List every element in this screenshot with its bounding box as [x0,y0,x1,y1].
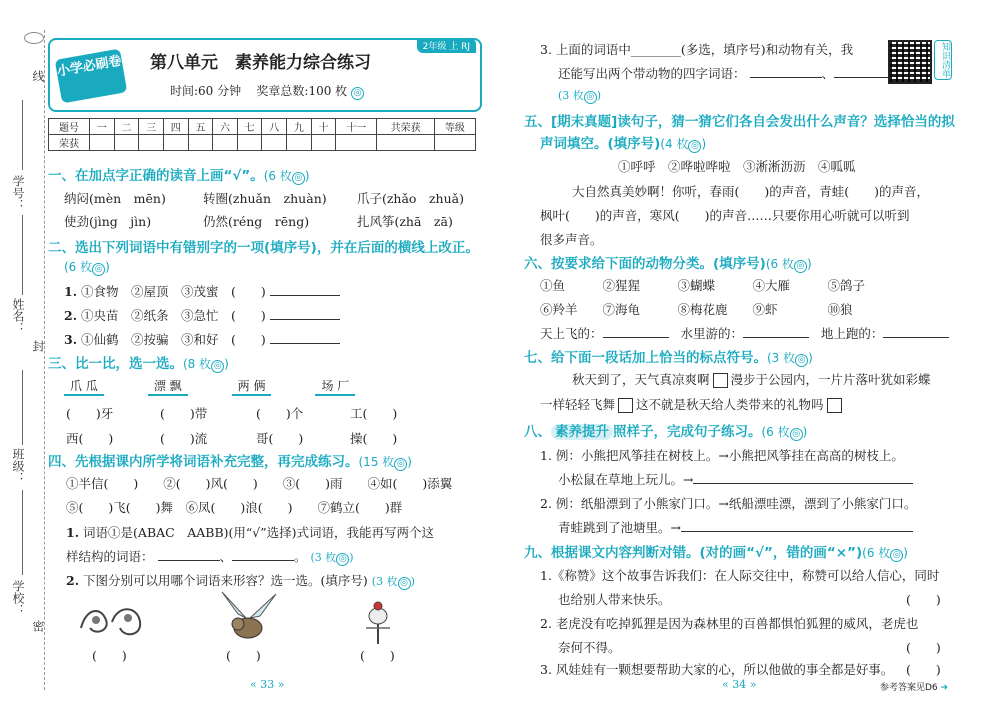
q9-answer-1[interactable]: ( ) [906,592,941,607]
q4-sub-points: (3 枚 [371,575,398,588]
q3-char-pair: 爪 瓜 [64,377,104,396]
q4-sub-1-cont: 样结构的词语： 、 。 (3 枚 ◎ ) [66,549,354,564]
q1-row-2 [64,212,474,230]
name-blank [22,215,23,295]
medal-icon: ◎ [890,549,903,562]
binding-line-label: 线 [31,70,45,82]
score-input-cell[interactable] [139,135,164,151]
idiom-blank[interactable] [750,65,822,78]
q4-word-blank[interactable] [232,548,294,561]
illustration-answer-1[interactable]: ( ) [92,648,127,663]
q5-points: (4 枚 [660,137,689,151]
dragon-phoenix-illustration [76,598,146,646]
q3-blank[interactable]: 哥( ) [256,431,304,446]
score-table-cell: 三 [139,119,164,135]
q1-row-1 [64,189,474,207]
page-number-left: « 33 » [250,678,285,691]
answer-reference-text: 参考答案见D6 [880,683,938,693]
q4-sub-number: 1. [66,525,80,540]
q3-blank[interactable]: 工( ) [350,406,398,421]
q7-line-1 [572,370,931,388]
score-input-cell[interactable] [311,135,336,151]
q2-item-2 [64,306,340,324]
cut-label: 密 [31,620,45,632]
q6-sky-blank[interactable] [603,325,669,338]
q4-heading: 四、先根据课内所学将词语补充完整，再完成练习。(15 枚 ◎ ) [48,454,412,470]
arrow-icon: ➜ [940,683,949,693]
binding-dashed-line [44,30,45,690]
score-table-cell: 共荣获 [377,119,434,135]
score-table-cell: 十 [311,119,336,135]
score-table-cell: 二 [114,119,139,135]
q5-heading-line2: 声词填空。(填序号)(4 枚 ◎ ) [540,136,707,152]
q6-water-blank[interactable] [743,325,809,338]
q3-row-1 [66,404,397,422]
q3-blank[interactable]: 操( ) [350,431,398,446]
q9-answer-2[interactable]: ( ) [906,640,941,655]
q2-heading: 二、选出下列词语中有错别字的一项(填序号)，并在后面的横线上改正。 [48,240,479,256]
q2-item-text: ①食物 ②屋顶 ③茂蜜 ( ) [81,284,266,299]
q1-item[interactable]: 纳闷(mèn mēn) [64,191,166,206]
q1-item[interactable]: 仍然(réng rēng) [202,214,310,229]
medal-icon: ◎ [336,553,349,566]
page-number-left-value: 33 [260,678,275,691]
q5-para-3: 很多声音。 [540,232,603,247]
medal-icon: ◎ [794,260,807,273]
q3-blank[interactable]: 西( ) [66,431,114,446]
score-table-cell: 九 [287,119,312,135]
q9-item-3: 3. 风娃娃有一颗想要帮助大家的心，所以他做的事全都是好事。 [540,662,894,677]
q4-sub-3-points: (3 枚 ◎ ) [558,89,602,102]
q7-points: (3 枚 [767,351,796,365]
q6-points: (6 枚 [765,257,794,271]
school-blank [22,490,23,575]
q5-heading: 五、[期末真题]读句子，猜一猜它们各自会发出什么声音？选择恰当的拟 [524,114,955,130]
q3-blank[interactable]: ( )个 [256,406,304,421]
q5-para-2[interactable]: 枫叶( )的声音，寒风( )的声音……只要你用心听就可以听到 [540,208,910,223]
q3-row-2 [66,429,397,447]
score-input-cell[interactable] [188,135,213,151]
q7-text: 秋天到了，天气真凉爽啊 [572,372,710,387]
q4-row-1[interactable]: ①半信( ) ②( )风( ) ③( )雨 ④如( )添翼 [66,476,453,491]
q3-blank[interactable]: ( )流 [160,431,208,446]
winged-tiger-illustration [216,590,280,646]
q9-item-2: 2. 老虎没有吃掉狐狸是因为森林里的百兽都惧怕狐狸的威风，老虎也 [540,616,919,631]
q1-heading: 一、在加点字正确的读音上画“√”。(6 枚 ◎ ) [48,168,310,184]
q4-heading-text: 四、先根据课内所学将词语补充完整，再完成练习。 [48,454,359,470]
q3-points: (8 枚 [183,357,212,371]
q6-water-label: 水里游的： [680,326,743,341]
q7-heading: 七、给下面一段话加上恰当的标点符号。(3 枚 ◎ ) [524,350,813,366]
medal-icon: ◎ [394,458,407,471]
qr-code-icon[interactable] [888,40,932,84]
score-input-cell[interactable] [377,135,434,151]
score-input-cell[interactable] [434,135,475,151]
q8-heading: 八、 素养提升 照样子，完成句子练习。(6 枚 ◎ ) [524,424,808,440]
q3-char-pair: 场 厂 [315,377,355,396]
q8-task-2 [558,518,913,536]
q1-heading-text: 一、在加点字正确的读音上画“√”。 [48,168,264,184]
q9-answer-3[interactable]: ( ) [906,662,941,677]
student-id-label: 学号： [11,175,25,211]
q5-heading-text: 声词填空。(填序号) [540,136,661,152]
medal-icon: ◎ [790,428,803,441]
page-title: 第八单元 素养能力综合练习 [150,53,371,73]
score-table [48,118,476,151]
q3-heading-text: 三、比一比，选一选。 [48,356,183,372]
q2-answer-blank[interactable] [270,331,340,344]
q4-sub3-text: 3. 上面的词语中________(多选，填序号)和动物有关，我 [540,42,854,57]
q4-sub-3 [540,40,853,58]
q8-example-1: 1. 例：小熊把风筝挂在树枝上。→小熊把风筝挂在高高的树枝上。 [540,448,904,463]
score-table-cell: 十一 [336,119,377,135]
q9-points: (6 枚 [862,546,891,560]
score-table-medal-row [49,135,476,151]
q2-item-number: 2. [64,308,78,323]
score-table-cell: 等级 [434,119,475,135]
medal-total: 奖章总数:100 枚 [256,84,348,98]
q6-land-label: 地上跑的： [820,326,884,341]
score-table-cell: 六 [213,119,238,135]
medal-icon: ◎ [398,577,411,590]
q1-item[interactable]: 使劲(jìng jìn) [64,214,152,229]
q5-options: ①呼呼 ②哗啦哗啦 ③淅淅沥沥 ④呱呱 [618,159,856,174]
score-input-cell[interactable] [336,135,377,151]
q7-line-2 [540,395,845,413]
score-input-cell[interactable] [213,135,238,151]
q8-heading-text: 照样子，完成句子练习。 [613,424,762,440]
punctuation-box[interactable] [618,398,633,413]
q8-points: (6 枚 [761,425,790,439]
q4-sub-3-cont: 还能写出两个带动物的四字词语： 、 [558,64,919,82]
score-input-cell[interactable] [114,135,139,151]
q2-item-3 [64,330,340,348]
q6-row-2: ⑥羚羊 ⑦海龟 ⑧梅花鹿 ⑨虾 ⑩狼 [540,302,853,317]
medal-icon: ◎ [92,263,105,276]
q3-blank[interactable]: ( )带 [160,406,208,421]
score-table-cell: 题号 [49,119,90,135]
score-input-cell[interactable] [163,135,188,151]
punctuation-box[interactable] [713,373,728,388]
q6-row-1: ①鱼 ②猩猩 ③蝴蝶 ④大雁 ⑤鸽子 [540,278,866,293]
score-table-cell: 一 [90,119,115,135]
q6-answer-row [540,324,949,342]
q6-land-blank[interactable] [883,325,949,338]
q4-sub3-text: 还能写出两个带动物的四字词语： [558,66,746,81]
score-table-cell: 五 [188,119,213,135]
q3-tags [64,377,377,396]
q8-number: 八、 [524,424,551,440]
medal-icon: ◎ [688,140,701,153]
q3-char-pair: 漂 飘 [148,377,188,396]
q3-blank[interactable]: ( )牙 [66,406,114,421]
brand-logo: 小学必刷卷 [55,49,128,104]
q4-sub-1 [66,523,434,541]
score-table-cell: 四 [163,119,188,135]
q2-points: (6 枚 [64,260,93,274]
q1-points: (6 枚 [263,169,292,183]
q7-text: 一样轻轻飞舞 [540,397,616,412]
q2-item-text: ①央苗 ②纸条 ③急忙 ( ) [81,308,266,323]
score-input-cell[interactable] [237,135,262,151]
score-input-cell[interactable] [90,135,115,151]
q9-heading: 九、根据课文内容判断对错。(对的画“√”，错的画“×”)(6 枚 ◎ ) [524,545,908,561]
q2-item-number: 1. [64,284,78,299]
page-number-right: « 34 » [722,678,757,691]
time-limit: 时间:60 分钟 [170,84,242,98]
q2-item-1 [64,282,340,300]
q4-sub3-points: (3 枚 [558,89,584,102]
name-label: 姓名： [11,298,25,334]
score-table-header-row [49,119,476,135]
q9-item-1: 1.《称赞》这个故事告诉我们：在人际交往中，称赞可以给人信心，同时 [540,568,940,583]
illustration-answer-3[interactable]: ( ) [360,648,395,663]
binding-decoration-icon [24,32,44,44]
score-input-cell[interactable] [262,135,287,151]
q4-sub-text: 词语①是(ABAC AABB)(用“√”选择)式词语，我能再写两个这 [83,525,435,540]
q4-row-2[interactable]: ⑤( )飞( )舞 ⑥凤( )浪( ) ⑦鹤立( )群 [66,500,403,515]
grade-tag: 2年级 上 RJ [417,38,476,53]
q2-item-number: 3. [64,332,78,347]
q2-answer-blank[interactable] [270,283,340,296]
q8-task-text: 青蛙跳到了池塘里。→ [558,520,681,535]
q3-char-pair: 两 俩 [232,377,272,396]
answer-reference [880,680,948,693]
q1-item[interactable]: 转圈(zhuǎn zhuàn) [202,191,327,206]
medal-icon: ◎ [795,354,808,367]
score-input-cell[interactable] [287,135,312,151]
illustration-answer-2[interactable]: ( ) [226,648,261,663]
q7-heading-text: 七、给下面一段话加上恰当的标点符号。 [524,350,767,366]
qr-label: 知识清单 [934,40,952,80]
score-table-cell: 荣获 [49,135,90,151]
q4-word-blank[interactable] [158,548,220,561]
seal-label: 封 [31,340,45,352]
crane-illustration [356,598,402,646]
q6-heading-text: 六、按要求给下面的动物分类。(填序号) [524,256,766,272]
q5-para-1[interactable]: 大自然真美妙啊！你听，春雨( )的声音，青蛙( )的声音， [572,184,930,199]
q1-item[interactable]: 爪子(zhǎo zhuǎ) [356,191,464,206]
punctuation-box[interactable] [827,398,842,413]
medal-icon: ◎ [351,87,364,100]
q4-points: (15 枚 [358,455,395,469]
q8-tag: 素养提升 [551,424,613,440]
page-number-right-value: 34 [732,678,747,691]
exam-meta [170,82,364,100]
class-blank [22,370,23,445]
q4-sub-number: 2. [66,573,80,588]
q8-task-text: 小松鼠在草地上玩儿。→ [558,472,694,487]
q1-item[interactable]: 扎风筝(zhā zā) [356,214,453,229]
q2-answer-blank[interactable] [270,307,340,320]
q6-heading: 六、按要求给下面的动物分类。(填序号)(6 枚 ◎ ) [524,256,812,272]
class-label: 班级： [11,448,25,484]
q4-sub-text: 下图分别可以用哪个词语来形容？选一选。(填序号) [83,573,368,588]
q8-answer-line[interactable] [681,519,913,532]
unit-header-card [48,38,482,112]
q8-answer-line[interactable] [693,471,913,484]
q2-item-text: ①仙鹤 ②按骗 ③和好 ( ) [81,332,266,347]
school-label: 学校： [11,580,25,616]
score-table-cell: 八 [262,119,287,135]
medal-icon: ◎ [211,360,224,373]
q8-task-1 [558,470,913,488]
score-table-cell: 七 [237,119,262,135]
medal-icon: ◎ [292,172,305,185]
q7-text: 漫步于公园内，一片片落叶犹如彩蝶 [730,372,931,387]
q9-item-2-cont: 奈何不得。 [558,640,621,655]
q7-text: 这不就是秋天给人类带来的礼物吗 [636,397,824,412]
q8-example-2: 2. 例：纸船漂到了小熊家门口。→纸船漂哇漂，漂到了小熊家门口。 [540,496,917,511]
medal-icon: ◎ [584,91,597,104]
q4-sub-points: (3 枚 [310,551,337,564]
student-id-blank [22,100,23,170]
q9-heading-text: 九、根据课文内容判断对错。(对的画“√”，错的画“×”) [524,545,863,561]
q9-item-1-cont: 也给别人带来快乐。 [558,592,671,607]
q6-sky-label: 天上飞的： [540,326,603,341]
q3-heading: 三、比一比，选一选。(8 枚 ◎ ) [48,356,229,372]
q4-sub-text: 样结构的词语： [66,549,154,564]
q4-sub-2: 2. 下图分别可以用哪个词语来形容？选一选。(填序号) (3 枚 ◎ ) [66,573,415,588]
q2-points-line: (6 枚 ◎ ) [64,260,110,274]
